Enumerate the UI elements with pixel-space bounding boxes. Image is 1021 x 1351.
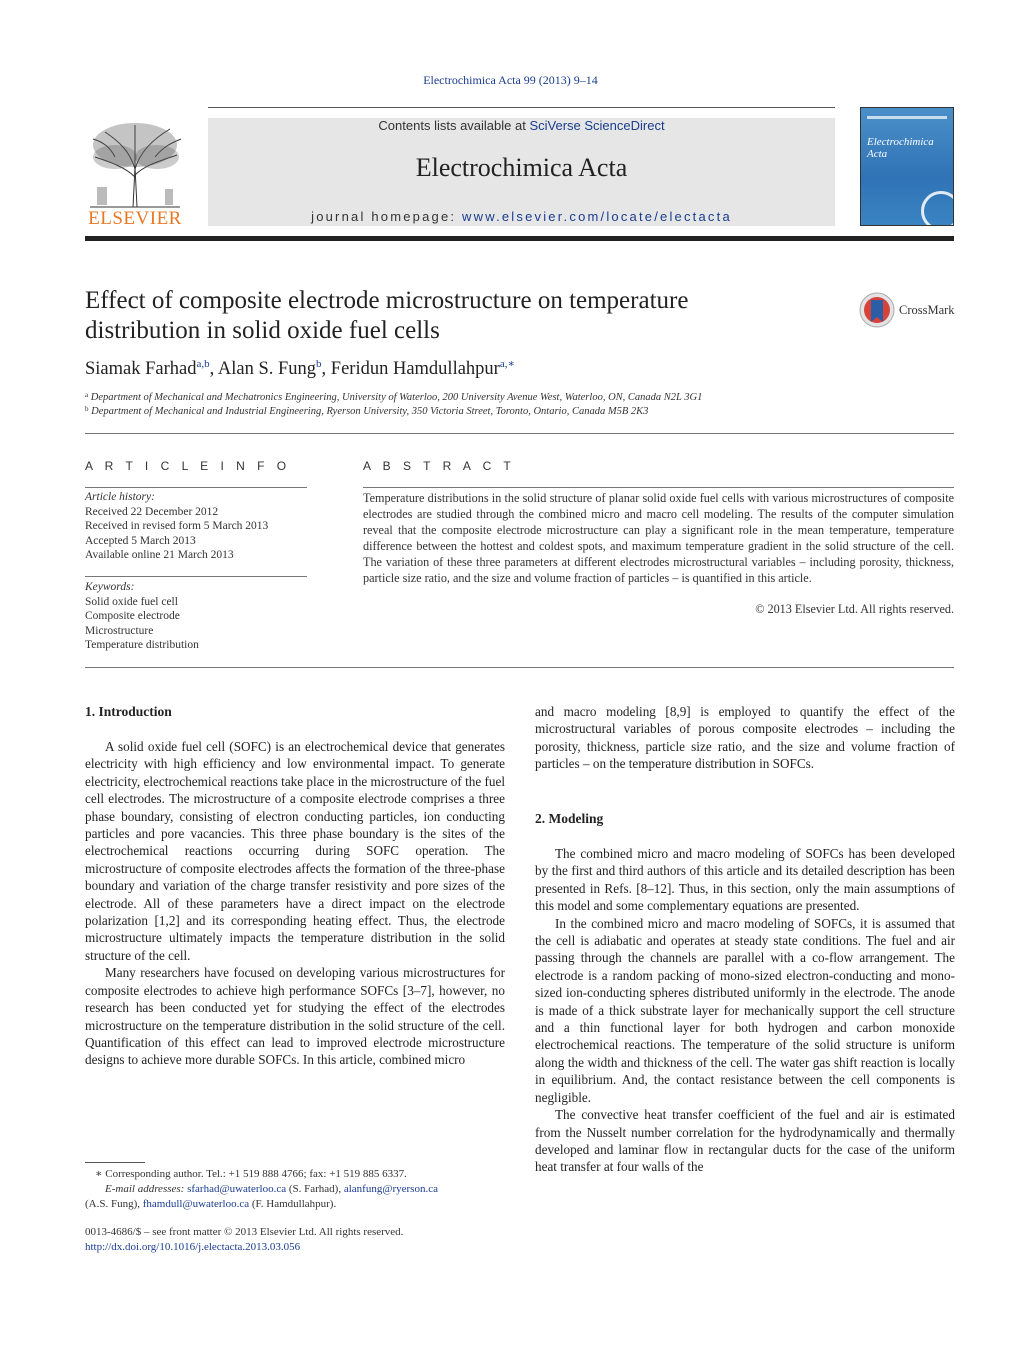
affiliation-text: Department of Mechanical and Industrial Engineering, Ryerson University, 350 Victoria Street, Toronto, Ontario, Canada M5B 2K3 bbox=[91, 406, 649, 417]
divider bbox=[85, 487, 307, 488]
bottom-notes bbox=[85, 1225, 403, 1255]
author-name[interactable]: Alan S. Fung bbox=[217, 359, 317, 379]
affiliation-mark: a bbox=[85, 391, 89, 399]
history-item: Received 22 December 2012 bbox=[85, 505, 219, 518]
history-item: Received in revised form 5 March 2013 bbox=[85, 520, 269, 532]
keywords bbox=[85, 580, 199, 653]
paragraph: The convective heat transfer coefficient of the fuel and air is estimated from the Nusselt number correlation for the hydrodynamically and thermally developed and laminar flow in rectangular ducts for the case of the uniform heat transfer at four walls of the bbox=[535, 1107, 955, 1175]
homepage-link[interactable]: www.elsevier.com/locate/electacta bbox=[462, 209, 732, 224]
history-item: Available online 21 March 2013 bbox=[85, 549, 234, 561]
ise-logo-icon bbox=[921, 191, 954, 226]
article-info-label: A R T I C L E I N F O bbox=[85, 459, 291, 473]
author-name[interactable]: Siamak Farhad bbox=[85, 359, 197, 379]
affiliation bbox=[85, 405, 648, 417]
journal-cover-image[interactable] bbox=[860, 107, 954, 226]
affiliation-mark: b bbox=[85, 405, 89, 413]
email-owner: (A.S. Fung), bbox=[85, 1198, 143, 1210]
abstract-text: Temperature distributions in the solid structure of planar solid oxide fuel cells with various microstructures of composite electrodes are studied through the combined micro and macro cell modeling. The results of the computer simulation reveal that the composite electrode microstructure can play a significant role in the mean temperature, temperature difference between the hottest and coldest spots, and maximum temperature gradient in the solid structure of the cell. The variation of these three parameters at different electrodes microstructural variables – including porosity, thickness, particle size ratio, and the size and volume fraction of particles – is quantified in this article. bbox=[363, 491, 954, 585]
journal-reference[interactable]: Electrochimica Acta 99 (2013) 9–14 bbox=[423, 73, 598, 87]
cover-decoration bbox=[867, 116, 947, 119]
journal-title: Electrochimica Acta bbox=[415, 153, 628, 182]
author-sup[interactable]: a,∗ bbox=[499, 358, 515, 370]
history-item: Accepted 5 March 2013 bbox=[85, 534, 196, 547]
email-link[interactable]: sfarhad@uwaterloo.ca bbox=[187, 1183, 287, 1195]
paragraph: Many researchers have focused on developing various microstructures for composite electrodes to achieve high performance SOFCs [3–7], however, no research has been conducted yet for studying the effect of the electrodes microstructure on the temperature distribution in the solid structure of the cell. Quantification of this effect can lead to improved electrode microstructure designs to achieve more durable SOFCs. In this article, combined micro bbox=[85, 965, 505, 1068]
email-owner: (S. Farhad), bbox=[286, 1183, 344, 1195]
paragraph: and macro modeling [8,9] is employed to quantify the effect of the microstructural variables of porous composite electrodes – including the porosity, thickness, particle size ratio, and the size and volume fraction of particles – on the temperature distribution in SOFCs. bbox=[535, 704, 955, 772]
paragraph: The combined micro and macro modeling of SOFCs has been developed by the first and third authors of this article and its detailed description has been presented in Refs. [8–12]. Thus, in this section, only the main assumptions of this model and some complementary equations are presented. bbox=[535, 846, 955, 914]
email-label: E-mail addresses: bbox=[105, 1183, 185, 1195]
contents-line bbox=[208, 118, 835, 133]
footnote-rule bbox=[85, 1162, 145, 1163]
introduction-text bbox=[85, 738, 505, 1069]
homepage-prefix: journal homepage: bbox=[311, 209, 463, 224]
keyword-item: Microstructure bbox=[85, 624, 154, 637]
keywords-heading: Keywords: bbox=[85, 581, 135, 593]
header-thick-rule bbox=[85, 236, 954, 241]
keyword-item: Composite electrode bbox=[85, 610, 180, 622]
keyword-item: Temperature distribution bbox=[85, 639, 199, 651]
homepage-line bbox=[208, 209, 835, 224]
divider bbox=[85, 667, 954, 668]
author-list: Siamak Farhad$^{a,b}$, Alan S. Fung$^b$, Feridun Hamdullahpur$^{a,∗}$ bbox=[85, 358, 515, 379]
email-owner: (F. Hamdullahpur). bbox=[249, 1198, 337, 1210]
email-line bbox=[85, 1197, 525, 1212]
abstract-label: A B S T R A C T bbox=[363, 459, 516, 473]
divider bbox=[363, 487, 954, 488]
author-sup[interactable]: b bbox=[316, 358, 322, 370]
crossmark-label[interactable]: CrossMark bbox=[899, 303, 955, 317]
affiliation bbox=[85, 391, 702, 403]
crossmark-icon bbox=[858, 291, 898, 331]
article-title: Effect of composite electrode microstructure on temperature distribution in solid oxide fuel cells bbox=[85, 287, 689, 344]
email-link[interactable]: alanfung@ryerson.ca bbox=[343, 1183, 438, 1195]
column-2-text bbox=[535, 703, 955, 773]
corresponding-author-note: ∗ Corresponding author. Tel.: +1 519 888 4766; fax: +1 519 885 6337. bbox=[95, 1168, 407, 1180]
email-link[interactable]: fhamdull@uwaterloo.ca bbox=[142, 1198, 250, 1210]
keyword-item: Solid oxide fuel cell bbox=[85, 595, 178, 608]
divider bbox=[85, 433, 954, 434]
history-heading: Article history: bbox=[85, 491, 155, 503]
paragraph: In the combined micro and macro modeling of SOFCs, it is assumed that the cell is adiabatic and operates at steady state conditions. The fuel and air passing through the channels are parallel with a co-flow arrangement. The electrode is a random packing of mono-sized electron-conducting and mono-sized ion-conducting spheres distributed uniformly in the electrode. The anode is made of a thick substrate layer for mechanically support the cell structure and a thin functional layer for both hydrogen and carbon monoxide electrochemical reactions. The temperature of the solid structure is uniform along the width and thickness of the cell. The water gas shift reaction is locally in equilibrium. And, the contact resistance between the cell components is negligible. bbox=[535, 915, 955, 1105]
author-sup[interactable]: a,b bbox=[196, 358, 210, 370]
article-history bbox=[85, 490, 268, 563]
sciencedirect-link[interactable]: SciVerse ScienceDirect bbox=[529, 118, 665, 133]
issn-line: 0013-4686/$ – see front matter © 2013 Elsevier Ltd. All rights reserved. bbox=[85, 1226, 404, 1238]
author-name[interactable]: Feridun Hamdullahpur bbox=[330, 359, 500, 379]
section-heading-introduction: 1. Introduction bbox=[85, 704, 172, 719]
header-rule bbox=[208, 107, 835, 108]
cover-title: Electrochimica Acta bbox=[867, 136, 934, 160]
affiliation-text: Department of Mechanical and Mechatronics Engineering, University of Waterloo, 200 University Avenue West, Waterloo, ON, Canada N2L 3G1 bbox=[90, 392, 703, 403]
contents-prefix: Contents lists available at bbox=[378, 118, 530, 133]
elsevier-wordmark: ELSEVIER bbox=[88, 208, 182, 229]
modeling-text bbox=[535, 845, 955, 1176]
section-heading-modeling: 2. Modeling bbox=[535, 811, 604, 826]
footnotes bbox=[85, 1167, 525, 1212]
abstract-copyright: © 2013 Elsevier Ltd. All rights reserved. bbox=[755, 602, 954, 616]
divider bbox=[85, 576, 307, 577]
paragraph: A solid oxide fuel cell (SOFC) is an electrochemical device that generates electricity with high efficiency and low environmental impact. To generate electricity, electrochemical reactions take place in the microstructure of the fuel cell electrodes. The microstructure of a composite electrode comprises a three phase boundary, consisting of electron conducting particles, ion conducting particles and pore vacancies. This three phase boundary is the sites of the electrochemical reactions occurring during SOFC operation. The microstructure of composite electrodes affects the formation of the three-phase boundary and variation of the charge transfer resistivity and pore sizes of the electrode. All of these parameters have a direct impact on the electrode polarization [1,2] and its corresponding heating effect. Thus, the electrode microstructure ultimately impacts the temperature distribution in the solid structure of the cell. bbox=[85, 739, 505, 963]
email-line bbox=[85, 1182, 525, 1197]
doi-link[interactable]: http://dx.doi.org/10.1016/j.electacta.2013.03.056 bbox=[85, 1241, 301, 1253]
